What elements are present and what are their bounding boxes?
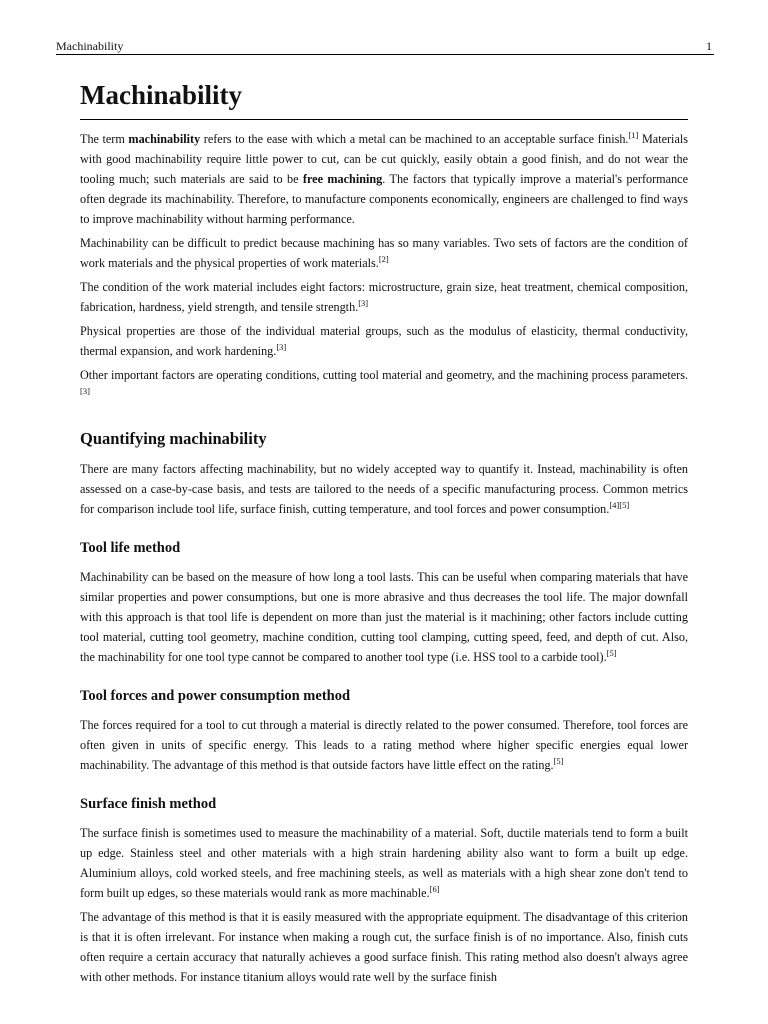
paragraph-text: The condition of the work material includes eight factors: microstructure, grain size, heat treatment, chemical composition, fabrication, hardness, yield strength, and tensile strength.: [80, 280, 688, 314]
citation-link[interactable]: [6]: [429, 884, 440, 894]
paragraph-text: Other important factors are operating conditions, cutting tool material and geometry, and the machining process parameters.: [80, 368, 688, 382]
paragraph-text: There are many factors affecting machinability, but no widely accepted way to quantify it. Instead, machinability is often assessed on a case-by-case basis, and tests are tailored to the needs of a specific manufacturing process. Common metrics for comparison include tool life, surface finish, cutting temperature, and tool forces and power consumption.: [80, 462, 688, 516]
paragraph: [80, 907, 688, 987]
intro-text-4: . The factors that typically improve a material's performance often degrade its machinability. Therefore, to manufacture components economically, engineers are challenged to find ways to improve machinability without harming performance.: [80, 172, 688, 226]
citation-link[interactable]: [4][5]: [609, 500, 630, 510]
paragraph-text: Physical properties are those of the individual material groups, such as the modulus of elasticity, thermal conductivity, thermal expansion, and work hardening.: [80, 324, 688, 358]
paragraph-text: The forces required for a tool to cut through a material is directly related to the power consumed. Therefore, tool forces are often given in units of specific energy. This leads to a rating method where higher specific energies equal lower machinability. The advantage of this method is that outside factors have little effect on the rating.: [80, 718, 688, 772]
citation-link[interactable]: [2]: [378, 254, 389, 264]
intro-text-3: Materials with good machinability require little power to cut, can be cut quickly, easily obtain a good finish, and do not wear the tooling much; such materials are said to be: [80, 132, 688, 186]
paragraph: [80, 823, 688, 903]
paragraph-text: The surface finish is sometimes used to measure the machinability of a material. Soft, ductile materials tend to form a built up edge. Stainless steel and other materials with a high strain hardening ability also want to form a built up edge. Aluminium alloys, cold worked steels, and free machining steels, as well as materials with a high shear zone don't tend to form built up edges, so these materials would rank as more machinable.: [80, 826, 688, 900]
subsection-heading-surface-finish: Surface finish method: [80, 796, 217, 812]
intro-paragraph: [80, 129, 688, 229]
paragraph: [80, 365, 688, 405]
intro-text-2: refers to the ease with which a metal can be machined to an acceptable surface finish.: [200, 132, 629, 146]
paragraph: [80, 233, 688, 273]
citation-link[interactable]: [5]: [553, 756, 564, 766]
paragraph-text: Machinability can be based on the measure of how long a tool lasts. This can be useful when comparing materials that have similar properties and power consumptions, but one is more abrasive and thus decreases the tool life. The major downfall with this approach is that tool life is dependent on more than just the material is it machining; other factors include cutting tool material, cutting tool geometry, machine condition, cutting tool clamping, cutting speed, feed, and depth of cut. Also, the machinability for one tool type cannot be compared to another tool type (i.e. HSS tool to a carbide tool).: [80, 570, 688, 664]
section-heading-quantifying: Quantifying machinability: [80, 429, 267, 448]
term-free-machining: free machining: [302, 172, 383, 186]
subsection-heading-tool-life: Tool life method: [80, 540, 181, 556]
paragraph: [80, 321, 688, 361]
running-header-title: Machinability: [56, 39, 124, 53]
paragraph-text: Machinability can be difficult to predict because machining has so many variables. Two sets of factors are the condition of work materials and the physical properties of work materials.: [80, 236, 688, 270]
citation-link[interactable]: [1]: [628, 130, 639, 140]
paragraph-text: The advantage of this method is that it is easily measured with the appropriate equipment. The disadvantage of this criterion is that it is often irrelevant. For instance when making a rough cut, the surface finish is of no importance. Also, finish cuts often require a certain accuracy that naturally achieves a good surface finish. This rating method also doesn't always agree with other methods. For instance titanium alloys would rate well by the surface finish: [80, 910, 688, 984]
paragraph: [80, 277, 688, 317]
citation-link[interactable]: [5]: [606, 648, 617, 658]
paragraph: [80, 567, 688, 667]
term-machinability: machinability: [128, 132, 201, 146]
paragraph: [80, 459, 688, 519]
citation-link[interactable]: [3]: [276, 342, 287, 352]
running-header: [56, 38, 714, 55]
subsection-heading-tool-forces: Tool forces and power consumption method: [80, 688, 351, 704]
intro-text-1: The term: [80, 132, 129, 146]
article-title: Machinability: [80, 78, 688, 120]
page-number: 1: [706, 39, 712, 53]
citation-link[interactable]: [3]: [358, 298, 369, 308]
paragraph: [80, 715, 688, 775]
article-body: [80, 78, 688, 991]
citation-link[interactable]: [3]: [80, 386, 90, 396]
